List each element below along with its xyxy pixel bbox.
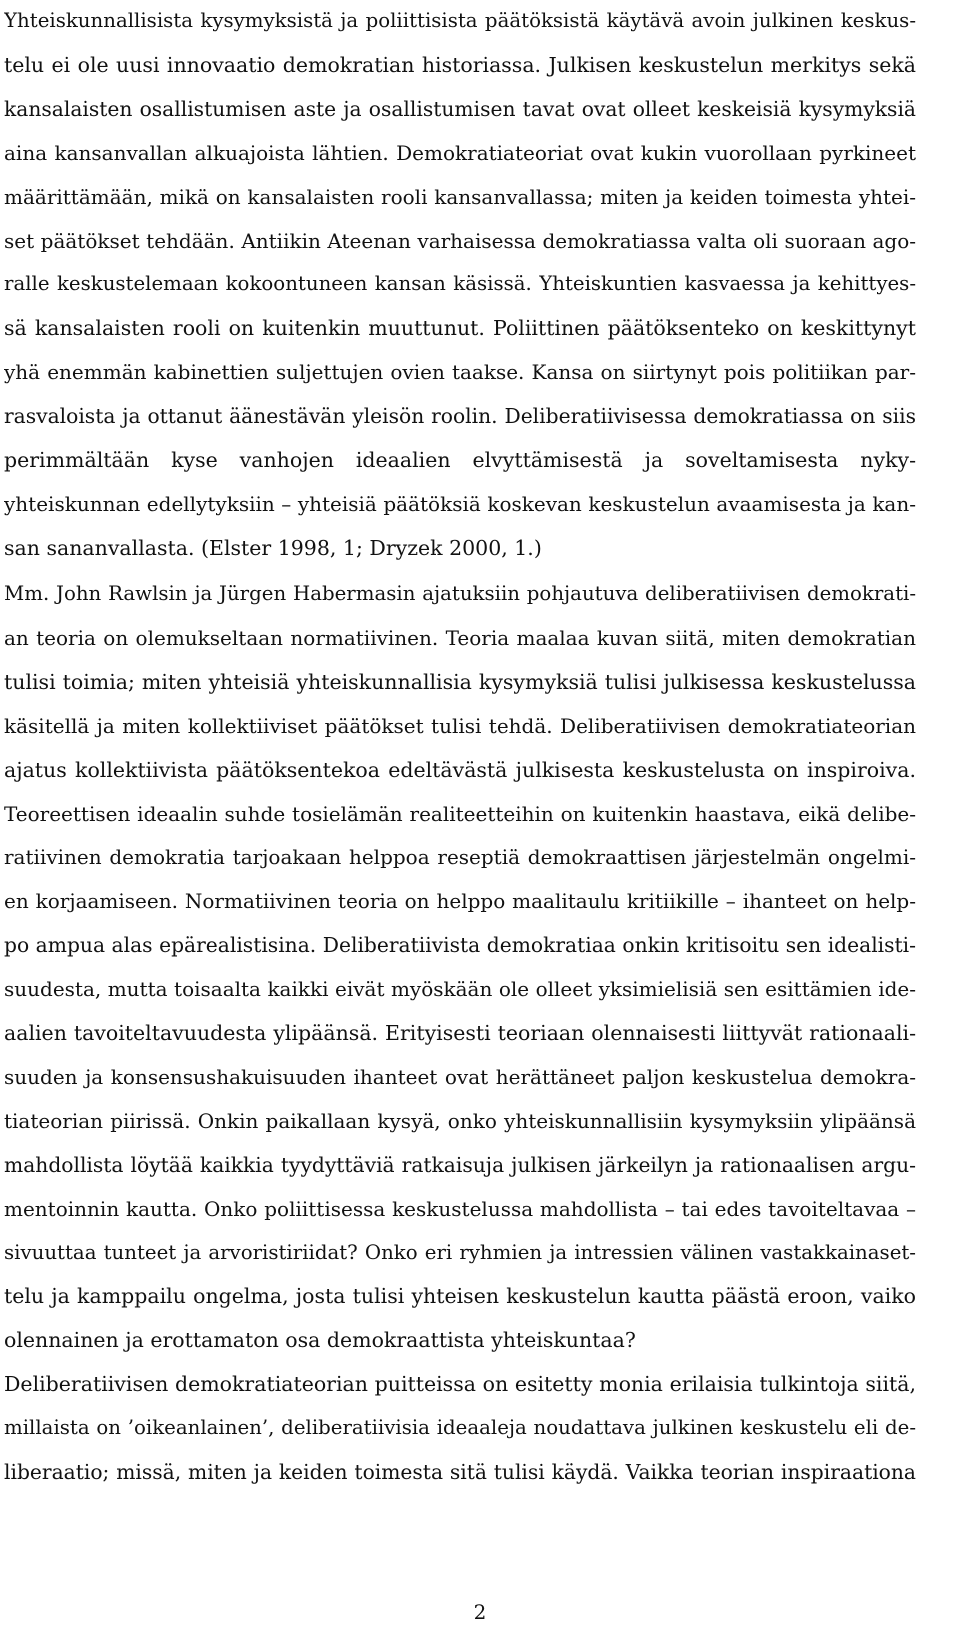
text-line: ralle keskustelemaan kokoontuneen kansan käsissä. Yhteiskuntien kasvaessa ja kehittyes- bbox=[4, 272, 916, 296]
page-number: 2 bbox=[473, 1600, 487, 1624]
text-line: aalien tavoiteltavuudesta ylipäänsä. Erityisesti teoriaan olennaisesti liittyvät rationaali- bbox=[4, 1021, 916, 1045]
text-line: Mm. John Rawlsin ja Jürgen Habermasin ajatuksiin pohjautuva deliberatiivisen demokrati- bbox=[4, 582, 916, 605]
text-line: Yhteiskunnallisista kysymyksistä ja poliittisista päätöksistä käytävä avoin julkinen keskus- bbox=[4, 9, 916, 32]
text-line: set päätökset tehdään. Antiikin Ateenan varhaisessa demokratiassa valta oli suoraan ago- bbox=[4, 228, 916, 253]
text-line: yhteiskunnan edellytyksiin – yhteisiä päätöksiä koskevan keskustelun avaamisesta ja kan- bbox=[4, 491, 916, 516]
text-line: an teoria on olemukseltaan normatiivinen. Teoria maalaa kuvan siitä, miten demokratian bbox=[4, 625, 916, 650]
text-line: perimmältään kyse vanhojen ideaalien elvyttämisestä ja soveltamisesta nyky- bbox=[4, 448, 916, 472]
text-line: Teoreettisen ideaalin suhde tosielämän realiteetteihin on kuitenkin haastava, eikä delibe- bbox=[4, 801, 916, 826]
text-line: po ampua alas epärealistisina. Deliberatiivista demokratiaa onkin kritisoitu sen idealisti- bbox=[4, 933, 916, 958]
text-line: tulisi toimia; miten yhteisiä yhteiskunnallisia kysymyksiä tulisi julkisessa keskustelussa bbox=[4, 669, 916, 694]
text-line: käsitellä ja miten kollektiiviset päätökset tulisi tehdä. Deliberatiivisen demokratiateorian bbox=[4, 713, 916, 738]
text-line: telu ei ole uusi innovaatio demokratian historiassa. Julkisen keskustelun merkitys sekä bbox=[4, 52, 916, 77]
text-line: olennainen ja erottamaton osa demokraattista yhteiskuntaa? bbox=[4, 1328, 636, 1353]
text-line: suudesta, mutta toisaalta kaikki eivät myöskään ole olleet yksimielisiä sen esittämien ide- bbox=[4, 977, 916, 1002]
text-line: san sananvallasta. (Elster 1998, 1; Dryzek 2000, 1.) bbox=[4, 535, 542, 560]
text-line: tiateorian piirissä. Onkin paikallaan kysyä, onko yhteiskunnallisiin kysymyksiin ylipäänsä bbox=[4, 1108, 916, 1133]
text-line: sä kansalaisten rooli on kuitenkin muuttunut. Poliittinen päätöksenteko on keskittynyt bbox=[4, 316, 916, 341]
text-line: sivuuttaa tunteet ja arvoristiriidat? Onko eri ryhmien ja intressien välinen vastakkainaset- bbox=[4, 1240, 916, 1264]
text-line: mahdollista löytää kaikkia tyydyttäviä ratkaisuja julkisen järkeilyn ja rationaalisen argu- bbox=[4, 1152, 916, 1177]
text-line: yhä enemmän kabinettien suljettujen ovien taakse. Kansa on siirtynyt pois politiikan par- bbox=[4, 360, 916, 385]
text-line: millaista on ’oikeanlainen’, deliberatiivisia ideaaleja noudattava julkinen keskustelu eli de- bbox=[4, 1415, 916, 1439]
text-line: aina kansanvallan alkuajoista lähtien. Demokratiateoriat ovat kukin vuorollaan pyrkineet bbox=[4, 140, 916, 165]
text-line: rasvaloista ja ottanut äänestävän yleisön roolin. Deliberatiivisessa demokratiassa on siis bbox=[4, 404, 916, 429]
text-line: määrittämään, mikä on kansalaisten rooli kansanvallassa; miten ja keiden toimesta yhtei- bbox=[4, 184, 916, 209]
text-line: ajatus kollektiivista päätöksentekoa edeltävästä julkisesta keskustelusta on inspiroiva. bbox=[4, 757, 916, 782]
text-line: kansalaisten osallistumisen aste ja osallistumisen tavat ovat olleet keskeisiä kysymyksiä bbox=[4, 96, 916, 121]
text-line: Deliberatiivisen demokratiateorian puitteissa on esitetty monia erilaisia tulkintoja siitä, bbox=[4, 1372, 916, 1396]
text-line: mentoinnin kautta. Onko poliittisessa keskustelussa mahdollista – tai edes tavoiteltavaa – bbox=[4, 1196, 916, 1221]
text-line: suuden ja konsensushakuisuuden ihanteet ovat herättäneet paljon keskustelua demokra- bbox=[4, 1064, 916, 1089]
text-line: liberaatio; missä, miten ja keiden toimesta sitä tulisi käydä. Vaikka teorian inspiraationa bbox=[4, 1459, 916, 1484]
text-line: ratiivinen demokratia tarjoakaan helppoa reseptiä demokraattisen järjestelmän ongelmi- bbox=[4, 845, 916, 870]
text-line: en korjaamiseen. Normatiivinen teoria on helppo maalitaulu kritiikille – ihanteet on help- bbox=[4, 889, 916, 914]
text-line: telu ja kamppailu ongelma, josta tulisi yhteisen keskustelun kautta päästä eroon, vaiko bbox=[4, 1284, 916, 1309]
